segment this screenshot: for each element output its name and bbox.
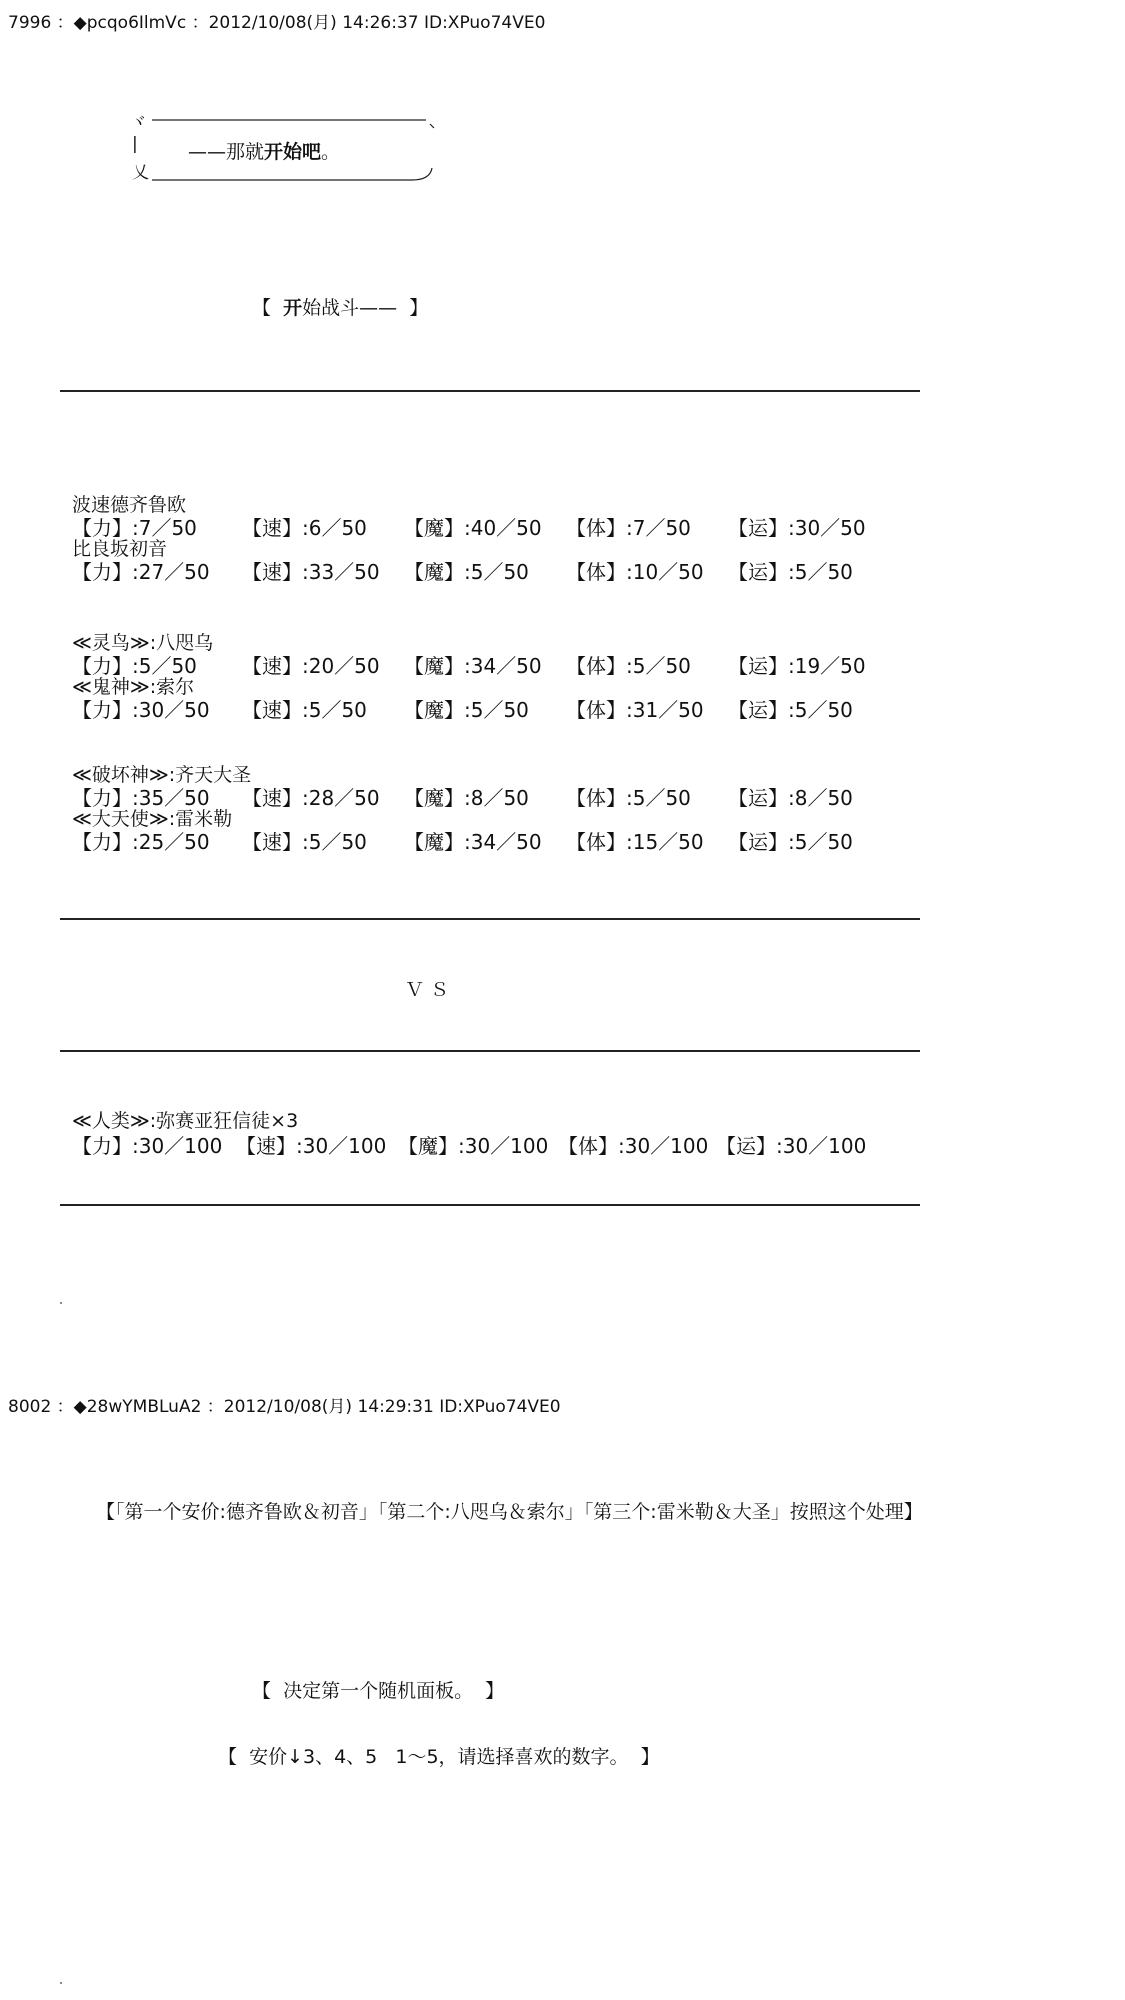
character-name: 波速德齐鲁欧 (72, 494, 187, 516)
stat-value: 【体】:5／50 (566, 654, 691, 678)
stat-value: 【运】:8／50 (728, 786, 853, 810)
bubble-mark-mid: | (132, 134, 138, 154)
stat-value: 【魔】:5／50 (404, 698, 529, 722)
bubble-text-post: 。 (321, 141, 341, 163)
stat-value: 【力】:30／50 (72, 698, 210, 722)
character-name: ≪大天使≫:雷米勒 (72, 808, 233, 830)
random-panel-line: 【 决定第一个随机面板。 】 (252, 1680, 505, 1702)
stat-value: 【运】:30／50 (728, 516, 866, 540)
stat-value: 【魔】:5／50 (404, 560, 529, 584)
battle-title (252, 293, 428, 320)
battle-title-open: 【 (252, 297, 284, 319)
enemy-name: ≪人类≫:弥赛亚狂信徒×3 (72, 1110, 299, 1132)
character-name: 比良坂初音 (72, 538, 168, 560)
bubble-mark-top: ヾ (130, 113, 147, 133)
stat-value: 【运】:5／50 (728, 560, 853, 584)
battle-title-bold: 开 (283, 297, 303, 319)
stat-value: 【速】:5／50 (242, 698, 367, 722)
stat-value: 【力】:30／100 (72, 1134, 223, 1158)
bubble-text-bold: 开始吧 (264, 141, 322, 163)
stray-dot (60, 1302, 62, 1304)
stat-value: 【力】:25／50 (72, 830, 210, 854)
stat-value: 【速】:33／50 (242, 560, 380, 584)
battle-title-rest: 始战斗—— 】 (302, 297, 429, 319)
stat-value: 【运】:5／50 (728, 698, 853, 722)
stat-value: 【魔】:40／50 (404, 516, 542, 540)
stat-value: 【体】:30／100 (558, 1134, 709, 1158)
stray-dot (60, 1982, 62, 1984)
stat-value: 【速】:6／50 (242, 516, 367, 540)
divider (60, 1204, 920, 1206)
assignment-line: 【「第一个安价:德齐鲁欧＆初音」「第二个:八咫乌＆索尔」「第三个:雷米勒＆大圣」按照这个处理】 (96, 1501, 923, 1523)
stat-value: 【速】:28／50 (242, 786, 380, 810)
stat-value: 【魔】:8／50 (404, 786, 529, 810)
stat-value: 【力】:27／50 (72, 560, 210, 584)
stat-value: 【力】:5／50 (72, 654, 197, 678)
stat-value: 【体】:31／50 (566, 698, 704, 722)
stat-value: 【魔】:34／50 (404, 830, 542, 854)
stat-value: 【运】:19／50 (728, 654, 866, 678)
stat-value: 【运】:5／50 (728, 830, 853, 854)
vs-label: Ｖ Ｓ (405, 979, 450, 1001)
stat-value: 【速】:30／100 (236, 1134, 387, 1158)
stat-value: 【力】:7／50 (72, 516, 197, 540)
stat-value: 【魔】:30／100 (398, 1134, 549, 1158)
stat-value: 【体】:15／50 (566, 830, 704, 854)
bubble-text-pre: ——那就 (188, 141, 265, 163)
character-name: ≪鬼神≫:索尔 (72, 676, 195, 698)
speech-bubble (130, 112, 440, 188)
stat-value: 【速】:20／50 (242, 654, 380, 678)
stat-value: 【速】:5／50 (242, 830, 367, 854)
anka-line: 【 安价↓3、4、5 1～5，请选择喜欢的数字。 】 (218, 1746, 660, 1768)
bubble-mark-bottom: 乂 (132, 163, 149, 183)
post-header: 8002 ：◆28wYMBLuA2 ：2012/10/08(月) 14:29:31 ID:XPuo74VE0 (8, 1397, 561, 1417)
stat-value: 【运】:30／100 (716, 1134, 867, 1158)
stat-value: 【体】:7／50 (566, 516, 691, 540)
post-header: 7996 ：◆pcqo6IlmVc ：2012/10/08(月) 14:26:37 ID:XPuo74VE0 (8, 13, 546, 33)
bubble-text (188, 137, 340, 164)
stat-value: 【魔】:34／50 (404, 654, 542, 678)
divider (60, 1050, 920, 1052)
character-name: ≪灵鸟≫:八咫乌 (72, 632, 214, 654)
character-name: ≪破坏神≫:齐天大圣 (72, 764, 252, 786)
stat-value: 【体】:5／50 (566, 786, 691, 810)
divider (60, 390, 920, 392)
stat-value: 【力】:35／50 (72, 786, 210, 810)
stat-value: 【体】:10／50 (566, 560, 704, 584)
divider (60, 918, 920, 920)
